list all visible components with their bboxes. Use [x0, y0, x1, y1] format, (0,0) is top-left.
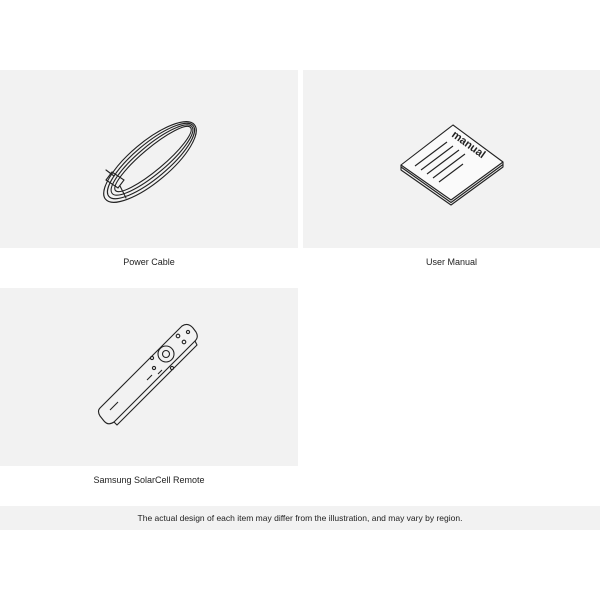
power-cable-icon [0, 70, 298, 248]
disclaimer-text: The actual design of each item may differ from the illustration, and may vary by region. [137, 513, 463, 523]
user-manual-icon [303, 70, 600, 248]
solarcell-remote-tile [0, 288, 298, 466]
user-manual-label: User Manual [425, 257, 478, 267]
user-manual-tile [303, 70, 600, 248]
power-cable-label: Power Cable [123, 257, 175, 267]
solarcell-remote-icon [0, 288, 298, 466]
power-cable-tile [0, 70, 298, 248]
solarcell-remote-label: Samsung SolarCell Remote [93, 475, 205, 485]
manual-cover-text: manual [449, 128, 488, 162]
disclaimer-bar [0, 506, 600, 530]
